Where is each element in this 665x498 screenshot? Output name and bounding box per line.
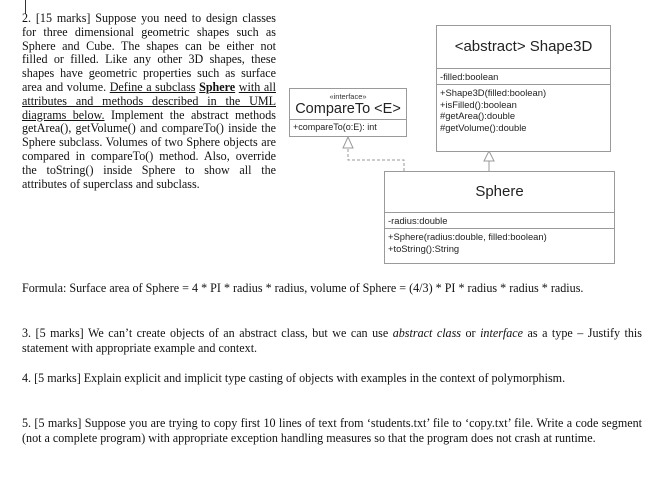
q2-task-class: Sphere	[199, 79, 236, 94]
q2-intro: 2. [15 marks] Suppose you need to design classes for three dimensional geometric shapes such as Sphere and Cube. The shapes can be either not filled or filled. Like any other 3D shapes, these shapes have geometric properties such as surface area and volume.	[22, 11, 276, 94]
q3-part1: 3. [5 marks] We can’t create objects of an abstract class, but we can use	[22, 326, 389, 340]
sphere-method: +toString():String	[388, 242, 460, 254]
q2-task-suffix: with all attributes and methods described in the UML diagrams below.	[22, 79, 276, 122]
uml-class-sphere	[384, 171, 615, 264]
realization-line	[348, 148, 404, 171]
q3-emphasis-interface: interface	[480, 326, 524, 340]
q2-task-prefix: Define a subclass	[109, 79, 196, 94]
shape3d-attr: -filled:boolean	[440, 71, 499, 82]
realization-arrowhead	[343, 137, 353, 148]
shape3d-title: <abstract> Shape3D	[454, 38, 593, 55]
shape3d-method: #getVolume():double	[440, 121, 527, 133]
q3-part3: as a type – Justify this statement with appropriate example and context.	[22, 326, 642, 355]
q3-part2: or	[465, 326, 476, 340]
compareto-methods	[290, 119, 406, 135]
shape3d-attributes	[437, 68, 610, 84]
sphere-attr: -radius:double	[388, 215, 448, 226]
q2-rest: Implement the abstract methods getArea(), getVolume() and compareTo() inside the Sphere subclass. Volumes of two Sphere objects are compared in compareTo() method. Also, override the toString() inside Sphere to show all the attributes of superclass and subclass.	[22, 107, 276, 191]
compareto-method: +compareTo(o:E): int	[293, 122, 377, 132]
compareto-stereotype: «interface»	[329, 92, 367, 101]
shape3d-methods	[437, 84, 610, 135]
sphere-title: Sphere	[475, 183, 524, 200]
sphere-attributes	[385, 212, 614, 228]
generalization-arrowhead	[484, 151, 494, 161]
question-4-text: 4. [5 marks] Explain explicit and implicit type casting of objects with examples in the context of polymorphism.	[22, 371, 566, 385]
shape3d-method: +Shape3D(filled:boolean)	[440, 87, 547, 99]
question-5-text: 5. [5 marks] Suppose you are trying to copy first 10 lines of text from ‘students.txt’ file to ‘copy.txt’ file. Write a code segment (not a complete program) with appropriate exception handling measures so that the program does not crash at runtime.	[22, 416, 642, 445]
shape3d-method: #getArea():double	[440, 110, 516, 122]
sphere-method: +Sphere(radius:double, filled:boolean)	[388, 231, 547, 243]
uml-interface-compareto	[289, 88, 407, 137]
sphere-methods	[385, 228, 614, 256]
q2-formula: Formula: Surface area of Sphere = 4 * PI * radius * radius, volume of Sphere = (4/3) * PI * radius * radius * radius.	[22, 281, 584, 295]
compareto-title: CompareTo <E>	[295, 101, 401, 117]
q3-emphasis-abstract-class: abstract class	[392, 326, 462, 340]
uml-class-shape3d	[436, 25, 611, 152]
shape3d-method: +isFilled():boolean	[440, 98, 517, 110]
